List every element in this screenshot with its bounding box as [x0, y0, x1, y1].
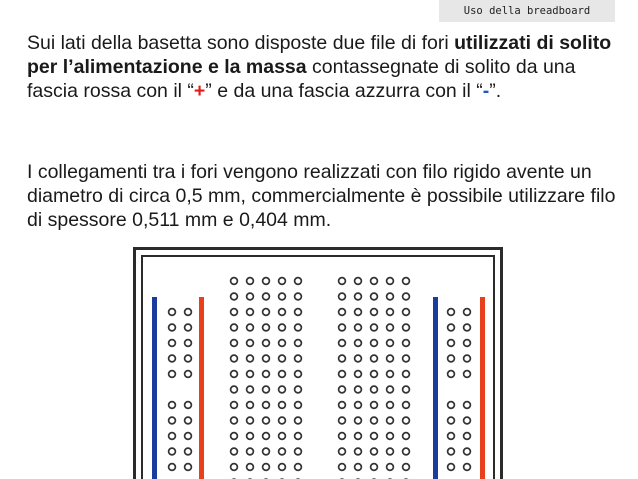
- power-rail-hole: [448, 371, 455, 378]
- terminal-hole: [387, 386, 394, 393]
- terminal-hole: [231, 371, 238, 378]
- power-rail-hole: [185, 371, 192, 378]
- terminal-hole: [279, 324, 286, 331]
- terminal-hole: [295, 371, 302, 378]
- terminal-hole: [295, 324, 302, 331]
- terminal-hole: [403, 448, 410, 455]
- power-rail-hole: [185, 448, 192, 455]
- power-rail-hole: [448, 340, 455, 347]
- power-rail-hole: [464, 433, 471, 440]
- power-rail-hole: [448, 324, 455, 331]
- terminal-hole: [371, 293, 378, 300]
- terminal-hole: [371, 309, 378, 316]
- terminal-hole: [355, 278, 362, 285]
- terminal-hole: [263, 417, 270, 424]
- terminal-hole: [339, 417, 346, 424]
- terminal-hole: [247, 464, 254, 471]
- terminal-hole: [355, 324, 362, 331]
- terminal-hole: [231, 402, 238, 409]
- terminal-hole: [295, 355, 302, 362]
- power-rail-hole: [464, 309, 471, 316]
- terminal-hole: [403, 386, 410, 393]
- power-rail-hole: [169, 433, 176, 440]
- terminal-hole: [231, 309, 238, 316]
- terminal-hole: [263, 433, 270, 440]
- terminal-hole: [371, 355, 378, 362]
- terminal-hole: [387, 324, 394, 331]
- power-rail-hole: [185, 340, 192, 347]
- intro-text-2: contassegnate di solito da una fascia rossa con il “: [27, 56, 576, 102]
- power-rail-hole: [448, 448, 455, 455]
- intro-paragraph: [27, 31, 622, 103]
- terminal-hole: [355, 402, 362, 409]
- terminal-hole: [403, 402, 410, 409]
- power-rail-hole: [169, 464, 176, 471]
- terminal-hole: [247, 309, 254, 316]
- terminal-hole: [371, 324, 378, 331]
- terminal-hole: [339, 464, 346, 471]
- power-rail-hole: [185, 355, 192, 362]
- terminal-hole: [371, 402, 378, 409]
- terminal-hole: [279, 340, 286, 347]
- terminal-hole: [231, 448, 238, 455]
- terminal-hole: [263, 309, 270, 316]
- terminal-hole: [231, 324, 238, 331]
- power-rail-hole: [185, 324, 192, 331]
- terminal-hole: [371, 464, 378, 471]
- power-rail-hole: [169, 417, 176, 424]
- terminal-hole: [371, 433, 378, 440]
- power-rail-hole: [448, 417, 455, 424]
- power-rail-hole: [448, 355, 455, 362]
- intro-text-bold: utilizzati di solito per l’alimentazione e la massa: [27, 32, 612, 78]
- terminal-hole: [279, 464, 286, 471]
- terminal-hole: [247, 324, 254, 331]
- terminal-hole: [247, 417, 254, 424]
- terminal-hole: [247, 355, 254, 362]
- terminal-hole: [279, 402, 286, 409]
- terminal-hole: [403, 278, 410, 285]
- plus-rail-stripe-right: [480, 297, 485, 479]
- minus-symbol: -: [482, 80, 490, 102]
- terminal-hole: [279, 309, 286, 316]
- terminal-hole: [263, 355, 270, 362]
- intro-text-1: Sui lati della basetta sono disposte due file di fori: [27, 32, 455, 54]
- terminal-hole: [355, 293, 362, 300]
- terminal-hole: [279, 293, 286, 300]
- terminal-hole: [263, 293, 270, 300]
- terminal-hole: [231, 433, 238, 440]
- terminal-hole: [247, 293, 254, 300]
- terminal-hole: [295, 402, 302, 409]
- terminal-hole: [339, 309, 346, 316]
- terminal-hole: [387, 371, 394, 378]
- terminal-hole: [355, 371, 362, 378]
- terminal-hole: [263, 402, 270, 409]
- terminal-hole: [295, 464, 302, 471]
- terminal-hole: [339, 278, 346, 285]
- terminal-hole: [403, 417, 410, 424]
- power-rail-hole: [169, 309, 176, 316]
- terminal-hole: [295, 309, 302, 316]
- terminal-hole: [295, 293, 302, 300]
- terminal-hole: [231, 417, 238, 424]
- terminal-hole: [403, 433, 410, 440]
- terminal-hole: [295, 278, 302, 285]
- terminal-hole: [231, 278, 238, 285]
- breadboard-illustration: [133, 247, 503, 479]
- terminal-hole: [355, 355, 362, 362]
- terminal-hole: [355, 340, 362, 347]
- terminal-hole: [371, 448, 378, 455]
- slide-topic-label: Uso della breadboard: [463, 5, 591, 17]
- terminal-hole: [339, 293, 346, 300]
- terminal-hole: [387, 448, 394, 455]
- power-rail-hole: [448, 433, 455, 440]
- terminal-hole: [387, 293, 394, 300]
- power-rail-hole: [464, 464, 471, 471]
- terminal-hole: [371, 386, 378, 393]
- terminal-hole: [279, 433, 286, 440]
- terminal-hole: [355, 386, 362, 393]
- minus-rail-stripe-left: [152, 297, 157, 479]
- power-rail-hole: [185, 433, 192, 440]
- power-rail-hole: [464, 355, 471, 362]
- terminal-hole: [371, 371, 378, 378]
- terminal-hole: [247, 371, 254, 378]
- plus-rail-stripe-left: [199, 297, 204, 479]
- terminal-hole: [355, 417, 362, 424]
- power-rail-hole: [169, 324, 176, 331]
- power-rail-hole: [169, 371, 176, 378]
- terminal-hole: [279, 448, 286, 455]
- power-rail-hole: [448, 309, 455, 316]
- terminal-hole: [371, 278, 378, 285]
- intro-text-3: ” e da una fascia azzurra con il “: [205, 80, 483, 102]
- terminal-hole: [403, 464, 410, 471]
- terminal-hole: [339, 433, 346, 440]
- terminal-hole: [263, 278, 270, 285]
- terminal-hole: [263, 464, 270, 471]
- terminal-hole: [279, 355, 286, 362]
- terminal-hole: [231, 293, 238, 300]
- terminal-hole: [279, 278, 286, 285]
- breadboard-frame: [135, 249, 502, 479]
- terminal-hole: [387, 417, 394, 424]
- terminal-hole: [295, 386, 302, 393]
- terminal-hole: [231, 355, 238, 362]
- intro-text-4: ”.: [489, 80, 502, 102]
- terminal-hole: [387, 340, 394, 347]
- terminal-hole: [339, 402, 346, 409]
- power-rail-hole: [448, 464, 455, 471]
- terminal-hole: [279, 371, 286, 378]
- terminal-hole: [263, 324, 270, 331]
- power-rail-hole: [169, 355, 176, 362]
- terminal-hole: [247, 433, 254, 440]
- terminal-hole: [263, 386, 270, 393]
- minus-rail-stripe-right: [433, 297, 438, 479]
- terminal-hole: [339, 324, 346, 331]
- slide-topic-tag: [439, 0, 615, 22]
- power-rail-hole: [448, 402, 455, 409]
- terminal-hole: [295, 448, 302, 455]
- terminal-hole: [339, 371, 346, 378]
- terminal-hole: [247, 340, 254, 347]
- terminal-hole: [279, 417, 286, 424]
- power-rail-hole: [185, 402, 192, 409]
- terminal-hole: [263, 371, 270, 378]
- terminal-hole: [231, 386, 238, 393]
- power-rail-hole: [464, 340, 471, 347]
- terminal-hole: [355, 433, 362, 440]
- power-rail-hole: [464, 417, 471, 424]
- terminal-hole: [403, 324, 410, 331]
- terminal-hole: [355, 448, 362, 455]
- power-rail-hole: [464, 371, 471, 378]
- terminal-hole: [247, 386, 254, 393]
- terminal-hole: [387, 402, 394, 409]
- terminal-hole: [263, 340, 270, 347]
- terminal-hole: [371, 417, 378, 424]
- terminal-hole: [355, 464, 362, 471]
- terminal-hole: [403, 371, 410, 378]
- terminal-hole: [387, 464, 394, 471]
- terminal-hole: [339, 386, 346, 393]
- terminal-hole: [371, 340, 378, 347]
- terminal-hole: [295, 340, 302, 347]
- terminal-hole: [355, 309, 362, 316]
- power-rail-hole: [185, 464, 192, 471]
- terminal-hole: [231, 464, 238, 471]
- terminal-hole: [387, 309, 394, 316]
- terminal-hole: [387, 433, 394, 440]
- terminal-hole: [295, 433, 302, 440]
- terminal-hole: [263, 448, 270, 455]
- wire-paragraph: I collegamenti tra i fori vengono realizzati con filo rigido avente un diametro di circa 0,5 mm, commercialmente è possibile utilizzare filo di spessore 0,511 mm e 0,404 mm.: [27, 161, 616, 231]
- power-rail-hole: [464, 448, 471, 455]
- power-rail-hole: [169, 340, 176, 347]
- plus-symbol: +: [193, 80, 206, 102]
- power-rail-hole: [185, 309, 192, 316]
- terminal-hole: [247, 448, 254, 455]
- power-rail-hole: [169, 448, 176, 455]
- terminal-hole: [247, 278, 254, 285]
- terminal-hole: [295, 417, 302, 424]
- terminal-hole: [387, 278, 394, 285]
- power-rail-hole: [464, 402, 471, 409]
- terminal-hole: [403, 293, 410, 300]
- terminal-hole: [403, 309, 410, 316]
- power-rail-hole: [169, 402, 176, 409]
- terminal-hole: [403, 355, 410, 362]
- power-rail-hole: [464, 324, 471, 331]
- terminal-hole: [339, 448, 346, 455]
- terminal-hole: [387, 355, 394, 362]
- terminal-hole: [403, 340, 410, 347]
- terminal-hole: [247, 402, 254, 409]
- terminal-hole: [339, 340, 346, 347]
- terminal-hole: [231, 340, 238, 347]
- power-rail-hole: [185, 417, 192, 424]
- terminal-hole: [279, 386, 286, 393]
- terminal-hole: [339, 355, 346, 362]
